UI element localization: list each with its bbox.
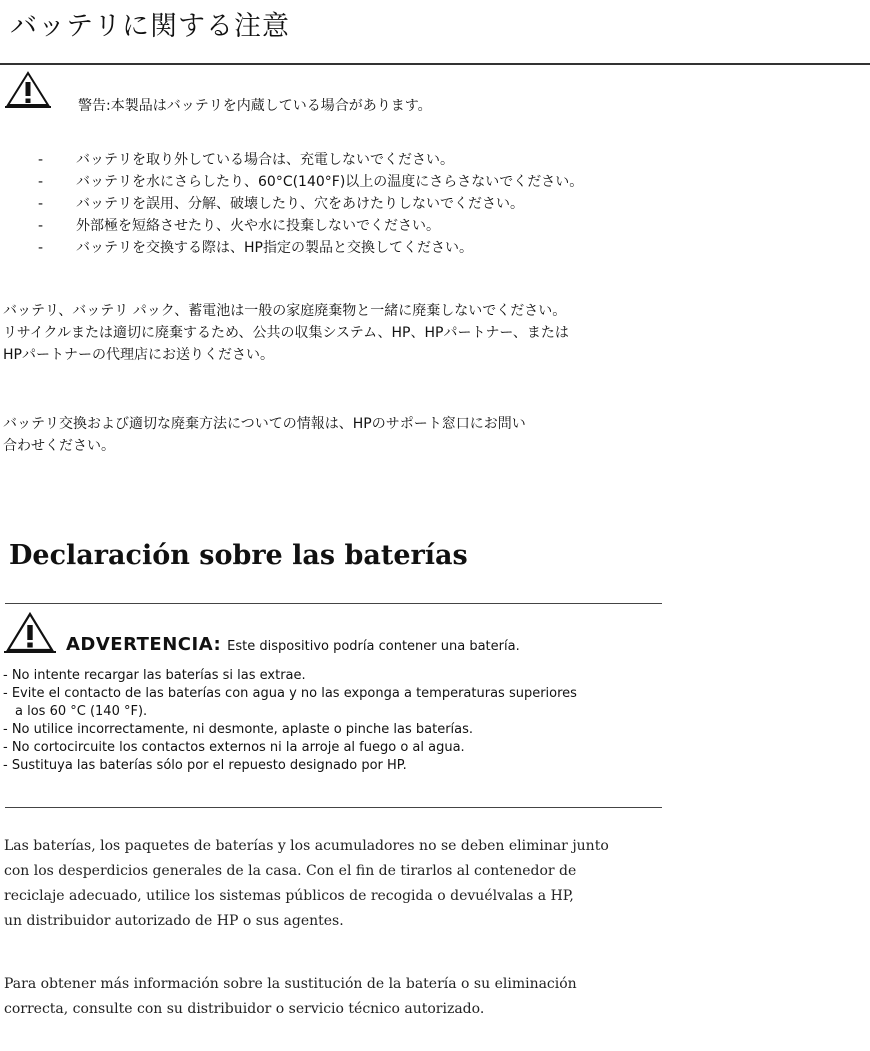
warning-banner-spanish [66, 634, 520, 655]
list-item: - バッテリを誤用、分解、破壊したり、穴をあけたりしないでください。 [38, 196, 524, 212]
list-item: - No utilice incorrectamente, ni desmonte, aplaste o pinche las baterías. [3, 722, 474, 737]
warning-triangle-icon [3, 612, 57, 654]
list-item: - Evite el contacto de las baterías con agua y no las exponga a temperaturas superiores a los 60 °C (140 °F). [3, 686, 577, 719]
list-item: - No cortocircuite los contactos externos ni la arroje al fuego o al agua. [3, 740, 465, 755]
warning-label: ADVERTENCIA: [66, 634, 222, 655]
precaution-list-spanish [3, 667, 577, 775]
info-paragraph-spanish: Para obtener más información sobre la sustitución de la batería o su eliminación correcta, consulte con su distribuidor o servicio técnico autorizado. [4, 976, 577, 1017]
list-item: - バッテリを水にさらしたり、60°C(140°F)以上の温度にさらさないでください。 [38, 174, 584, 190]
disposal-paragraph-japanese: バッテリ、バッテリ パック、蓄電池は一般の家庭廃棄物と一緒に廃棄しないでください。 リサイクルまたは適切に廃棄するため、公共の収集システム、HP、HPパートナー、または HPパートナーの代理店にお送りください。 [3, 303, 569, 363]
page-title-japanese: バッテリに関する注意 [10, 11, 290, 42]
info-paragraph-japanese: バッテリ交換および適切な廃棄方法についての情報は、HPのサポート窓口にお問い 合わせください。 [3, 416, 526, 454]
disposal-paragraph-spanish: Las baterías, los paquetes de baterías y los acumuladores no se deben eliminar junto con los desperdicios generales de la casa. Con el fin de tirarlos al contenedor de reciclaje adecuado, utilice los sistemas públicos de recogida o devuélvalas a HP, un distribuidor autorizado de HP o sus agentes. [4, 838, 609, 929]
list-item: - バッテリを交換する際は、HP指定の製品と交換してください。 [38, 240, 473, 256]
list-item: - No intente recargar las baterías si las extrae. [3, 668, 306, 683]
list-item: - バッテリを取り外している場合は、充電しないでください。 [38, 152, 454, 168]
warning-text: Este dispositivo podría contener una batería. [227, 639, 520, 654]
precaution-list-japanese [38, 149, 583, 259]
list-item: - Sustituya las baterías sólo por el repuesto designado por HP. [3, 758, 407, 773]
warning-text-japanese: 警告:本製品はバッテリを内蔵している場合があります。 [78, 98, 432, 114]
list-item: - 外部極を短絡させたり、火や水に投棄しないでください。 [38, 218, 440, 234]
section-title-spanish: Declaración sobre las baterías [9, 540, 468, 571]
section-divider [5, 603, 662, 604]
section-divider [0, 63, 870, 65]
section-divider [5, 807, 662, 808]
warning-triangle-icon [4, 71, 52, 109]
